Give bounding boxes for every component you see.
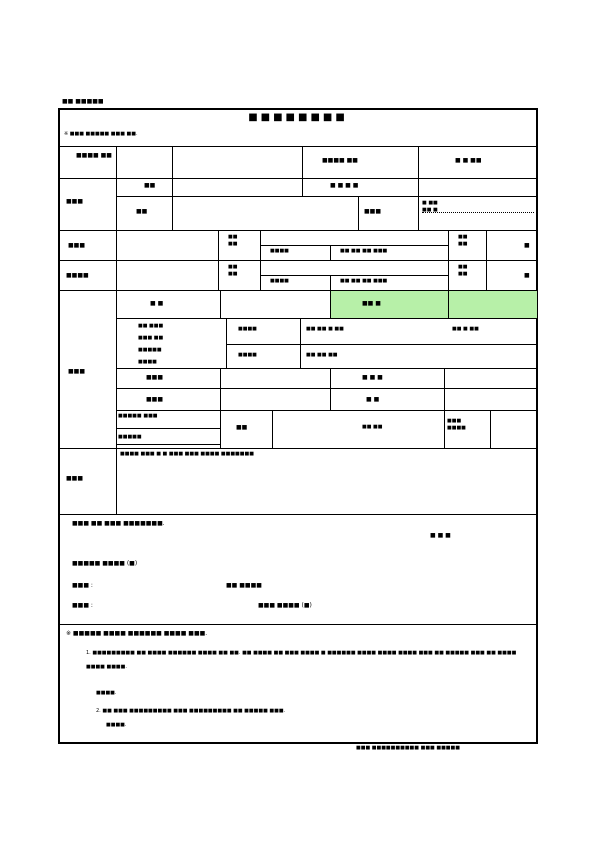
declaration-applicant: ■■■■■ ■■■■ (■) [72, 560, 138, 567]
row-b-c3: ■■ ■■ ■■ ■■■ [340, 278, 388, 284]
divider [226, 344, 538, 345]
remarks-text: ■■■■ ■■■ ■ ■ ■■■ ■■■ ■■■■ ■■■■■■■ [120, 451, 254, 457]
divider [418, 146, 419, 178]
row1-label3: ■ ■ ■■ [455, 157, 482, 164]
detail-r6-c2: ■■ ■■ [362, 424, 383, 430]
divider [116, 368, 538, 369]
row-a-c2: ■■■■ [270, 248, 289, 254]
notes-p1: 1. ■■■■■■■■■ ■■ ■■■■ ■■■■■■ ■■■■ ■■ ■■. ■■ ■■■■ ■■ ■■■ ■■■■ ■ ■■■■■■ ■■■■ ■■■■ ■■■■ ■■■ ■■ ■■■■■ ■■■ ■■ ■■■■ ■■■■ ■■■■. [86, 650, 517, 670]
applicant-addr-label: ■■ [136, 208, 148, 215]
divider [418, 178, 419, 196]
detail-r3-label: ■■■ [146, 374, 164, 381]
divider [116, 146, 117, 514]
row-a-c3: ■■ ■■ ■■ ■■■ [340, 248, 388, 254]
divider [448, 290, 449, 318]
applicant-id-label: ■ ■ ■ ■ [330, 182, 359, 189]
declaration-line1-b: ■■ ■■■■ [226, 582, 262, 589]
applicant-tel-label: ■■■ [364, 208, 382, 215]
detail-r3-label2: ■ ■ ■ [362, 374, 383, 381]
row-a-c5: ■ [524, 242, 530, 249]
detail-head1: ■ ■ [150, 300, 164, 307]
row-b-c1: ■■ ■■ [228, 264, 238, 277]
row-a-c1: ■■ ■■ [228, 234, 238, 247]
notes-p1-last: ■■■■. [96, 690, 117, 696]
divider [116, 388, 538, 389]
detail-mid-r1-value2: ■■ ■ ■■ [452, 326, 479, 332]
row-b-c5: ■ [524, 272, 530, 279]
divider [58, 230, 538, 231]
divider [358, 196, 359, 230]
detail-mid-label: ■■ ■■■ ■■■ ■■ ■■■■■ ■■■■ [138, 323, 164, 365]
divider [58, 624, 538, 625]
row1-label2: ■■■■ ■■ [322, 157, 358, 164]
divider [444, 368, 445, 410]
detail-r4-label2: ■ ■ [366, 396, 380, 403]
detail-mid-r1-label: ■■■■ [238, 326, 257, 332]
notes-p2-last: ■■■■. [106, 722, 127, 728]
divider [116, 444, 220, 445]
divider [172, 146, 173, 178]
row-b-c2: ■■■■ [270, 278, 289, 284]
row-a-label: ■■■ [68, 242, 86, 249]
row1-label: ■■■■ ■■ [76, 152, 112, 159]
divider [490, 410, 491, 448]
divider [220, 368, 221, 410]
divider [58, 260, 538, 261]
form-title: ■■■■■■■■ [248, 112, 348, 123]
divider [444, 410, 445, 448]
declaration-line2-a: ■■■ : [72, 602, 93, 609]
row-b-label: ■■■■ [66, 272, 89, 279]
detail-r4-label: ■■■ [146, 396, 164, 403]
divider [116, 196, 538, 197]
detail-label: ■■■ [68, 368, 86, 375]
declaration-date: ■ ■ ■ [430, 532, 451, 539]
form-footer: ■■■ ■■■■■■■■■■ ■■■ ■■■■■ [356, 745, 460, 751]
divider [300, 318, 301, 368]
declaration-line2-b: ■■■ ■■■■ (■) [258, 602, 312, 609]
divider [260, 245, 448, 246]
divider [330, 275, 331, 290]
form-reference: ■■ ■■■■■ [62, 98, 104, 105]
notes-p2: 2. ■■ ■■■ ■■■■■■■■■ ■■■ ■■■■■■■■■ ■■ ■■■■■ ■■■. [96, 708, 286, 714]
divider [58, 178, 538, 179]
detail-r6-c1: ■■ [236, 424, 248, 431]
divider [116, 410, 538, 411]
divider [302, 178, 303, 196]
divider [172, 178, 173, 230]
divider [272, 410, 273, 448]
detail-mid-r1-value: ■■ ■■ ■ ■■ [306, 326, 344, 332]
declaration-line1-a: ■■■ : [72, 582, 93, 589]
applicant-name-label: ■■ [144, 182, 156, 189]
declaration-text: ■■■ ■■ ■■■ ■■■■■■■. [72, 520, 165, 527]
divider [330, 290, 331, 318]
notes-heading: ※ ■■■■■ ■■■■ ■■■■■■ ■■■■ ■■■. [66, 630, 208, 637]
divider [58, 448, 538, 449]
row-b-c4: ■■ ■■ [458, 264, 468, 277]
applicant-label: ■■■ [66, 198, 84, 205]
detail-head2: ■■ ■ [362, 300, 381, 307]
divider [260, 275, 448, 276]
remarks-label: ■■■ [66, 475, 84, 482]
detail-r5-label: ■■■■■ ■■■ [118, 413, 158, 419]
detail-mid-r2-value: ■■ ■■ ■■ [306, 352, 338, 358]
form-subtitle: ※ ■■■ ■■■■■ ■■■ ■■. [64, 131, 138, 137]
divider [220, 290, 221, 318]
divider [116, 428, 220, 429]
dotted-line [422, 212, 534, 213]
divider [418, 196, 419, 230]
detail-r6-label: ■■■■■ [118, 434, 142, 440]
divider [226, 318, 227, 368]
divider [58, 146, 538, 147]
divider [302, 146, 303, 178]
divider [220, 410, 221, 448]
divider [330, 245, 331, 260]
divider [116, 318, 538, 319]
row-a-c4: ■■ ■■ [458, 234, 468, 247]
divider [58, 514, 538, 515]
detail-mid-r2-label: ■■■■ [238, 352, 257, 358]
divider [330, 368, 331, 410]
detail-r6-c3: ■■■ ■■■■ [447, 418, 466, 431]
applicant-tel-value: ■ ■■ ■■ ■ [422, 200, 438, 213]
